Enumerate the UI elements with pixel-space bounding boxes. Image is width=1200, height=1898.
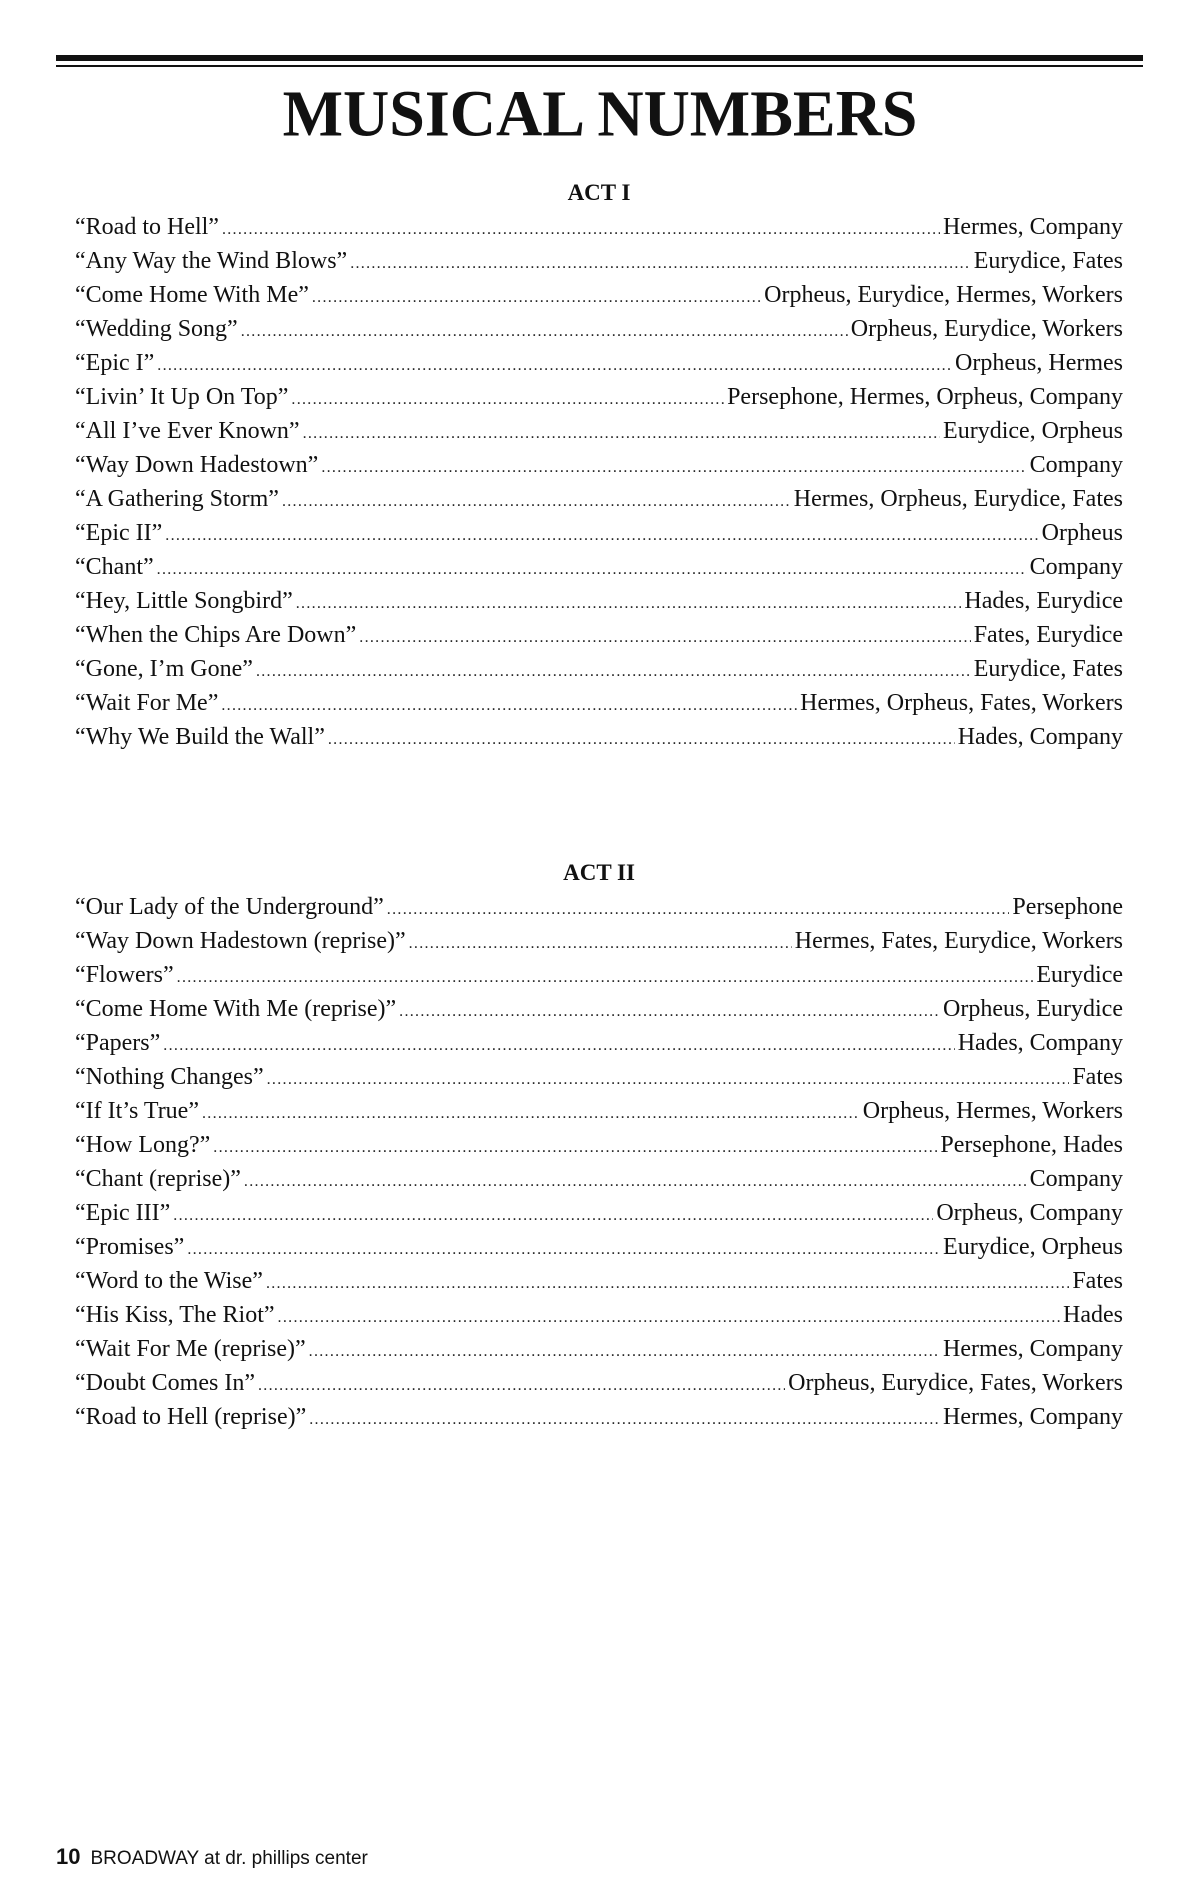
cast-names: Persephone, Hades [940,1132,1123,1158]
song-title: “When the Chips Are Down” [75,622,357,648]
dot-leader [291,383,724,414]
dot-leader [267,1063,1070,1094]
song-title: “Way Down Hadestown (reprise)” [75,928,406,954]
list-item [75,584,1123,618]
list-item [75,448,1123,482]
musical-numbers-list [75,210,1123,754]
cast-names: Persephone [1012,894,1123,920]
header-rule-thick [56,55,1143,61]
dot-leader [222,213,940,244]
cast-names: Hermes, Orpheus, Eurydice, Fates [793,486,1123,512]
cast-names: Company [1029,452,1123,478]
dot-leader [387,893,1010,924]
cast-names: Orpheus, Hermes, Workers [862,1098,1123,1124]
list-item [75,1026,1123,1060]
list-item [75,890,1123,924]
list-item [75,1094,1123,1128]
act-2-section [75,858,1123,1434]
cast-names: Eurydice, Fates [973,656,1123,682]
song-title: “Word to the Wise” [75,1268,263,1294]
song-title: “Epic III” [75,1200,171,1226]
song-title: “Come Home With Me (reprise)” [75,996,397,1022]
cast-names: Hades, Eurydice [964,588,1123,614]
dot-leader [303,417,940,448]
dot-leader [328,723,955,754]
cast-names: Orpheus, Eurydice, Hermes, Workers [764,282,1123,308]
cast-names: Eurydice, Orpheus [943,1234,1123,1260]
dot-leader [350,247,971,278]
song-title: “Livin’ It Up On Top” [75,384,289,410]
list-item [75,1060,1123,1094]
cast-names: Hermes, Company [943,1404,1123,1430]
cast-names: Hermes, Company [943,214,1123,240]
song-title: “If It’s True” [75,1098,199,1124]
cast-names: Company [1029,1166,1123,1192]
cast-names: Fates [1072,1064,1123,1090]
list-item [75,210,1123,244]
song-title: “Way Down Hadestown” [75,452,319,478]
cast-names: Hermes, Fates, Eurydice, Workers [794,928,1123,954]
cast-names: Hades, Company [957,724,1123,750]
list-item [75,1196,1123,1230]
cast-names: Hermes, Company [943,1336,1123,1362]
dot-leader [202,1097,860,1128]
song-title: “Come Home With Me” [75,282,309,308]
list-item [75,1128,1123,1162]
dot-leader [157,349,952,380]
song-title: “Doubt Comes In” [75,1370,255,1396]
dot-leader [173,1199,933,1230]
song-title: “Hey, Little Songbird” [75,588,293,614]
cast-names: Company [1029,554,1123,580]
song-title: “Road to Hell (reprise)” [75,1404,307,1430]
list-item [75,516,1123,550]
song-title: “Our Lady of the Underground” [75,894,384,920]
act-heading: ACT II [563,860,635,885]
cast-names: Orpheus, Hermes [955,350,1123,376]
dot-leader [266,1267,1069,1298]
cast-names: Fates [1072,1268,1123,1294]
list-item [75,312,1123,346]
dot-leader [399,995,940,1026]
list-item [75,1162,1123,1196]
header-rule-thin [56,65,1143,67]
list-item [75,924,1123,958]
list-item [75,414,1123,448]
list-item [75,652,1123,686]
cast-names: Fates, Eurydice [973,622,1123,648]
list-item [75,1332,1123,1366]
dot-leader [163,1029,954,1060]
dot-leader [321,451,1026,482]
list-item [75,1298,1123,1332]
list-item [75,278,1123,312]
list-item [75,1400,1123,1434]
cast-names: Orpheus, Eurydice [943,996,1123,1022]
page-footer [56,1845,368,1871]
dot-leader [244,1165,1027,1196]
publication-name: BROADWAY at dr. phillips center [90,1848,368,1869]
dot-leader [296,587,962,618]
cast-names: Eurydice [1036,962,1123,988]
list-item [75,550,1123,584]
cast-names: Eurydice, Fates [973,248,1123,274]
dot-leader [258,1369,785,1400]
musical-numbers-list [75,890,1123,1434]
cast-names: Hades [1063,1302,1123,1328]
dot-leader [165,519,1038,550]
list-item [75,244,1123,278]
list-item [75,992,1123,1026]
list-item [75,482,1123,516]
dot-leader [221,689,797,720]
dot-leader [309,1335,940,1366]
dot-leader [187,1233,940,1264]
cast-names: Orpheus, Company [936,1200,1123,1226]
list-item [75,720,1123,754]
cast-names: Orpheus [1041,520,1123,546]
cast-names: Hermes, Orpheus, Fates, Workers [800,690,1123,716]
act-1-section [75,178,1123,754]
dot-leader [278,1301,1060,1332]
song-title: “Epic I” [75,350,155,376]
list-item [75,346,1123,380]
song-title: “Any Way the Wind Blows” [75,248,348,274]
list-item [75,686,1123,720]
list-item [75,1366,1123,1400]
song-title: “Papers” [75,1030,161,1056]
dot-leader [359,621,970,652]
dot-leader [256,655,971,686]
cast-names: Hades, Company [957,1030,1123,1056]
cast-names: Persephone, Hermes, Orpheus, Company [727,384,1123,410]
song-title: “All I’ve Ever Known” [75,418,300,444]
list-item [75,380,1123,414]
page-number: 10 [56,1844,81,1869]
song-title: “How Long?” [75,1132,211,1158]
song-title: “Why We Build the Wall” [75,724,325,750]
cast-names: Eurydice, Orpheus [943,418,1123,444]
dot-leader [309,1403,940,1434]
song-title: “A Gathering Storm” [75,486,279,512]
dot-leader [241,315,848,346]
song-title: “Flowers” [75,962,174,988]
list-item [75,1230,1123,1264]
act-heading: ACT I [567,180,631,205]
song-title: “His Kiss, The Riot” [75,1302,275,1328]
song-title: “Wedding Song” [75,316,238,342]
song-title: “Chant” [75,554,154,580]
dot-leader [312,281,761,312]
song-title: “Wait For Me” [75,690,219,716]
cast-names: Orpheus, Eurydice, Fates, Workers [788,1370,1123,1396]
dot-leader [409,927,792,958]
list-item [75,618,1123,652]
song-title: “Road to Hell” [75,214,219,240]
list-item [75,958,1123,992]
dot-leader [282,485,791,516]
page-title: MUSICAL NUMBERS [282,77,918,150]
song-title: “Wait For Me (reprise)” [75,1336,306,1362]
cast-names: Orpheus, Eurydice, Workers [850,316,1123,342]
dot-leader [177,961,1034,992]
song-title: “Chant (reprise)” [75,1166,241,1192]
song-title: “Epic II” [75,520,163,546]
dot-leader [213,1131,937,1162]
song-title: “Promises” [75,1234,185,1260]
song-title: “Nothing Changes” [75,1064,264,1090]
song-title: “Gone, I’m Gone” [75,656,253,682]
dot-leader [157,553,1027,584]
list-item [75,1264,1123,1298]
